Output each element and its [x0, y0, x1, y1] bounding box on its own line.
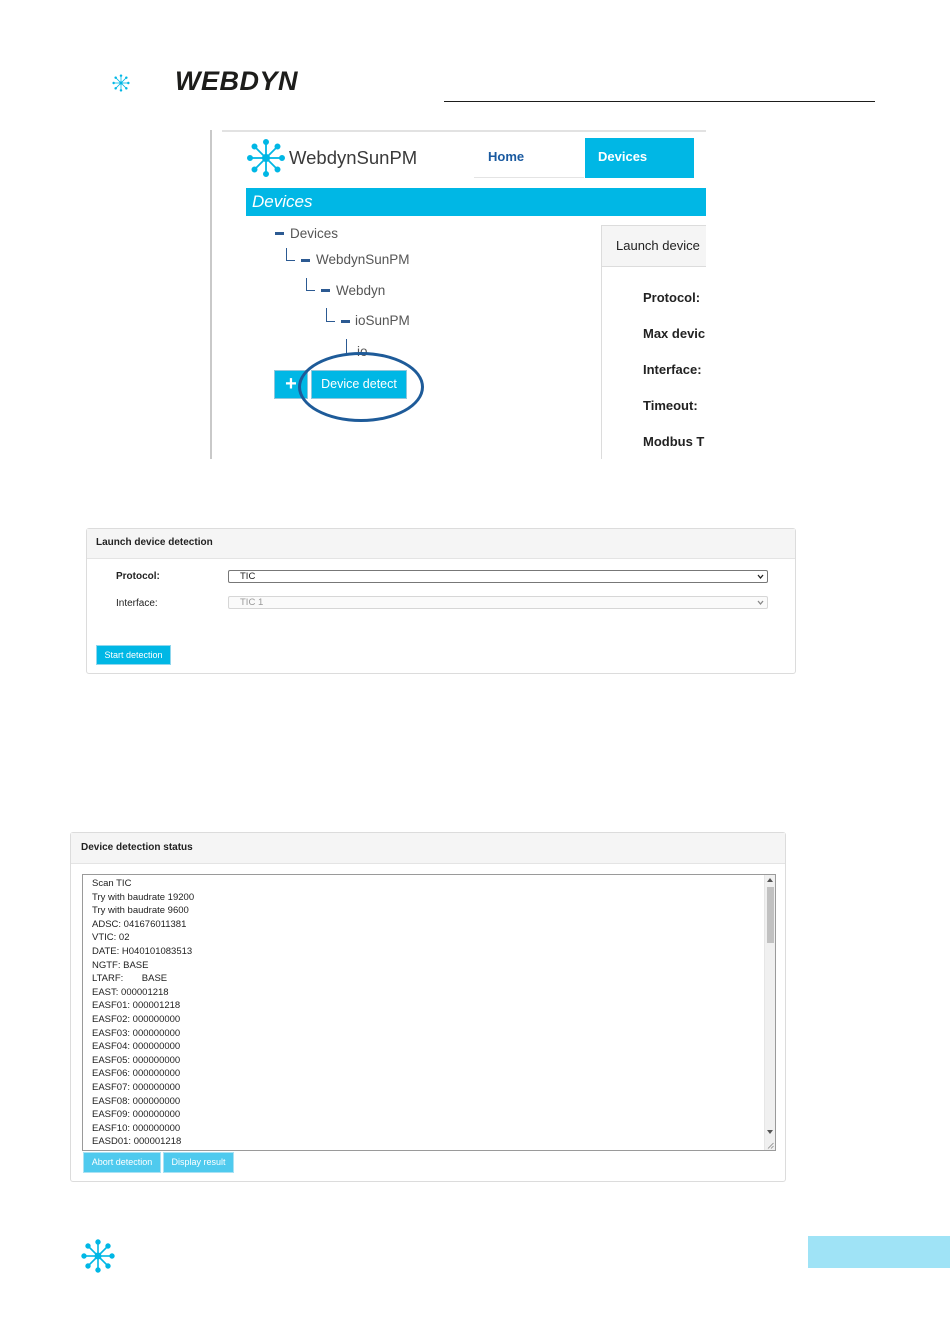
interface-value: TIC 1	[240, 597, 264, 608]
start-detection-button[interactable]: Start detection	[96, 645, 171, 665]
log-line: Try with baudrate 19200	[92, 891, 195, 903]
log-line: ADSC: 041676011381	[92, 918, 187, 930]
protocol-select[interactable]	[228, 570, 768, 583]
page-title-bar	[246, 188, 706, 216]
log-line: EASF10: 000000000	[92, 1122, 181, 1134]
collapse-icon[interactable]	[275, 232, 284, 235]
tree-node-iosunpm[interactable]: ioSunPM	[355, 313, 410, 328]
scrollbar-thumb[interactable]	[767, 887, 774, 943]
log-line: LTARF: BASE	[92, 973, 168, 985]
launch-detection-card	[86, 528, 796, 674]
panel-header	[602, 225, 706, 267]
log-line: EASF05: 000000000	[92, 1054, 181, 1066]
log-scrollbar[interactable]	[764, 875, 775, 1150]
chevron-down-icon	[757, 573, 764, 580]
tree-connector	[286, 248, 295, 261]
screenshot-edge	[210, 130, 212, 459]
log-line: EASF03: 000000000	[92, 1027, 181, 1039]
webdynsunpm-logo-icon	[246, 138, 290, 178]
tree-node-io[interactable]: io	[357, 344, 368, 359]
footer-page-box	[808, 1236, 950, 1268]
detection-log-textarea[interactable]	[82, 874, 776, 1151]
log-line: Scan TIC	[92, 878, 132, 889]
field-label-timeout: Timeout:	[643, 398, 698, 413]
add-device-button[interactable]: +	[274, 370, 308, 399]
card-header	[87, 529, 795, 559]
card-header	[71, 833, 785, 864]
panel-title: Launch device	[616, 238, 700, 253]
card-title: Launch device detection	[96, 537, 213, 548]
abort-detection-button[interactable]: Abort detection	[83, 1152, 161, 1173]
log-line: Try with baudrate 9600	[92, 905, 189, 917]
tree-node-webdynsunpm[interactable]: WebdynSunPM	[316, 252, 410, 267]
log-line: EASF07: 000000000	[92, 1082, 181, 1093]
log-line: EASD01: 000001218	[92, 1136, 182, 1148]
protocol-label: Protocol:	[116, 571, 160, 582]
nav-home-tab[interactable]	[474, 130, 584, 178]
display-result-button[interactable]: Display result	[163, 1152, 234, 1173]
nav-home-label: Home	[488, 149, 525, 164]
log-line: EASF09: 000000000	[92, 1109, 181, 1121]
resize-grip-icon[interactable]	[767, 1142, 774, 1149]
tree-connector	[306, 278, 315, 291]
scroll-down-icon[interactable]	[767, 1130, 773, 1134]
log-line: EAST: 000001218	[92, 986, 169, 998]
collapse-icon[interactable]	[321, 289, 330, 292]
field-label-protocol: Protocol:	[643, 290, 701, 305]
protocol-value: TIC	[240, 571, 256, 582]
log-line: VTIC: 02	[92, 932, 130, 944]
device-detect-button[interactable]: Device detect	[311, 370, 407, 399]
webdyn-footer-logo-icon	[80, 1238, 116, 1274]
collapse-icon[interactable]	[301, 259, 310, 262]
nav-devices-label: Devices	[598, 149, 648, 164]
log-line: EASF04: 000000000	[92, 1041, 181, 1053]
tree-connector	[346, 339, 347, 353]
scroll-up-icon[interactable]	[767, 878, 773, 882]
interface-select[interactable]	[228, 596, 768, 609]
field-label-max-devices: Max devic	[643, 326, 706, 341]
log-line: NGTF: BASE	[92, 959, 149, 971]
log-line: DATE: H040101083513	[92, 946, 193, 957]
header-rule	[444, 101, 875, 102]
webdyn-logo-icon	[112, 56, 172, 110]
log-line: EASF08: 000000000	[92, 1095, 181, 1107]
card-title: Device detection status	[81, 842, 193, 853]
tree-node-webdyn[interactable]: Webdyn	[336, 283, 386, 298]
header-brand: WEBDYN	[175, 66, 298, 96]
chevron-down-icon	[757, 599, 764, 606]
interface-label: Interface:	[116, 598, 158, 609]
devices-page-screenshot	[210, 130, 706, 459]
launch-device-panel	[601, 225, 706, 459]
log-line: EASF02: 000000000	[92, 1014, 181, 1025]
page-title: Devices	[252, 192, 313, 211]
tree-connector	[326, 308, 335, 322]
field-label-interface: Interface:	[643, 362, 702, 377]
log-line: EASF06: 000000000	[92, 1068, 181, 1080]
log-line: EASF01: 000001218	[92, 1000, 181, 1012]
detection-status-card	[70, 832, 786, 1182]
tree-node-devices[interactable]: Devices	[290, 226, 339, 241]
collapse-icon[interactable]	[341, 320, 350, 323]
nav-devices-tab[interactable]	[585, 138, 694, 178]
screenshot-top-edge	[222, 130, 706, 132]
app-brand: WebdynSunPM	[289, 147, 418, 168]
field-label-modbus: Modbus T	[643, 434, 705, 449]
highlight-circle	[298, 352, 424, 422]
